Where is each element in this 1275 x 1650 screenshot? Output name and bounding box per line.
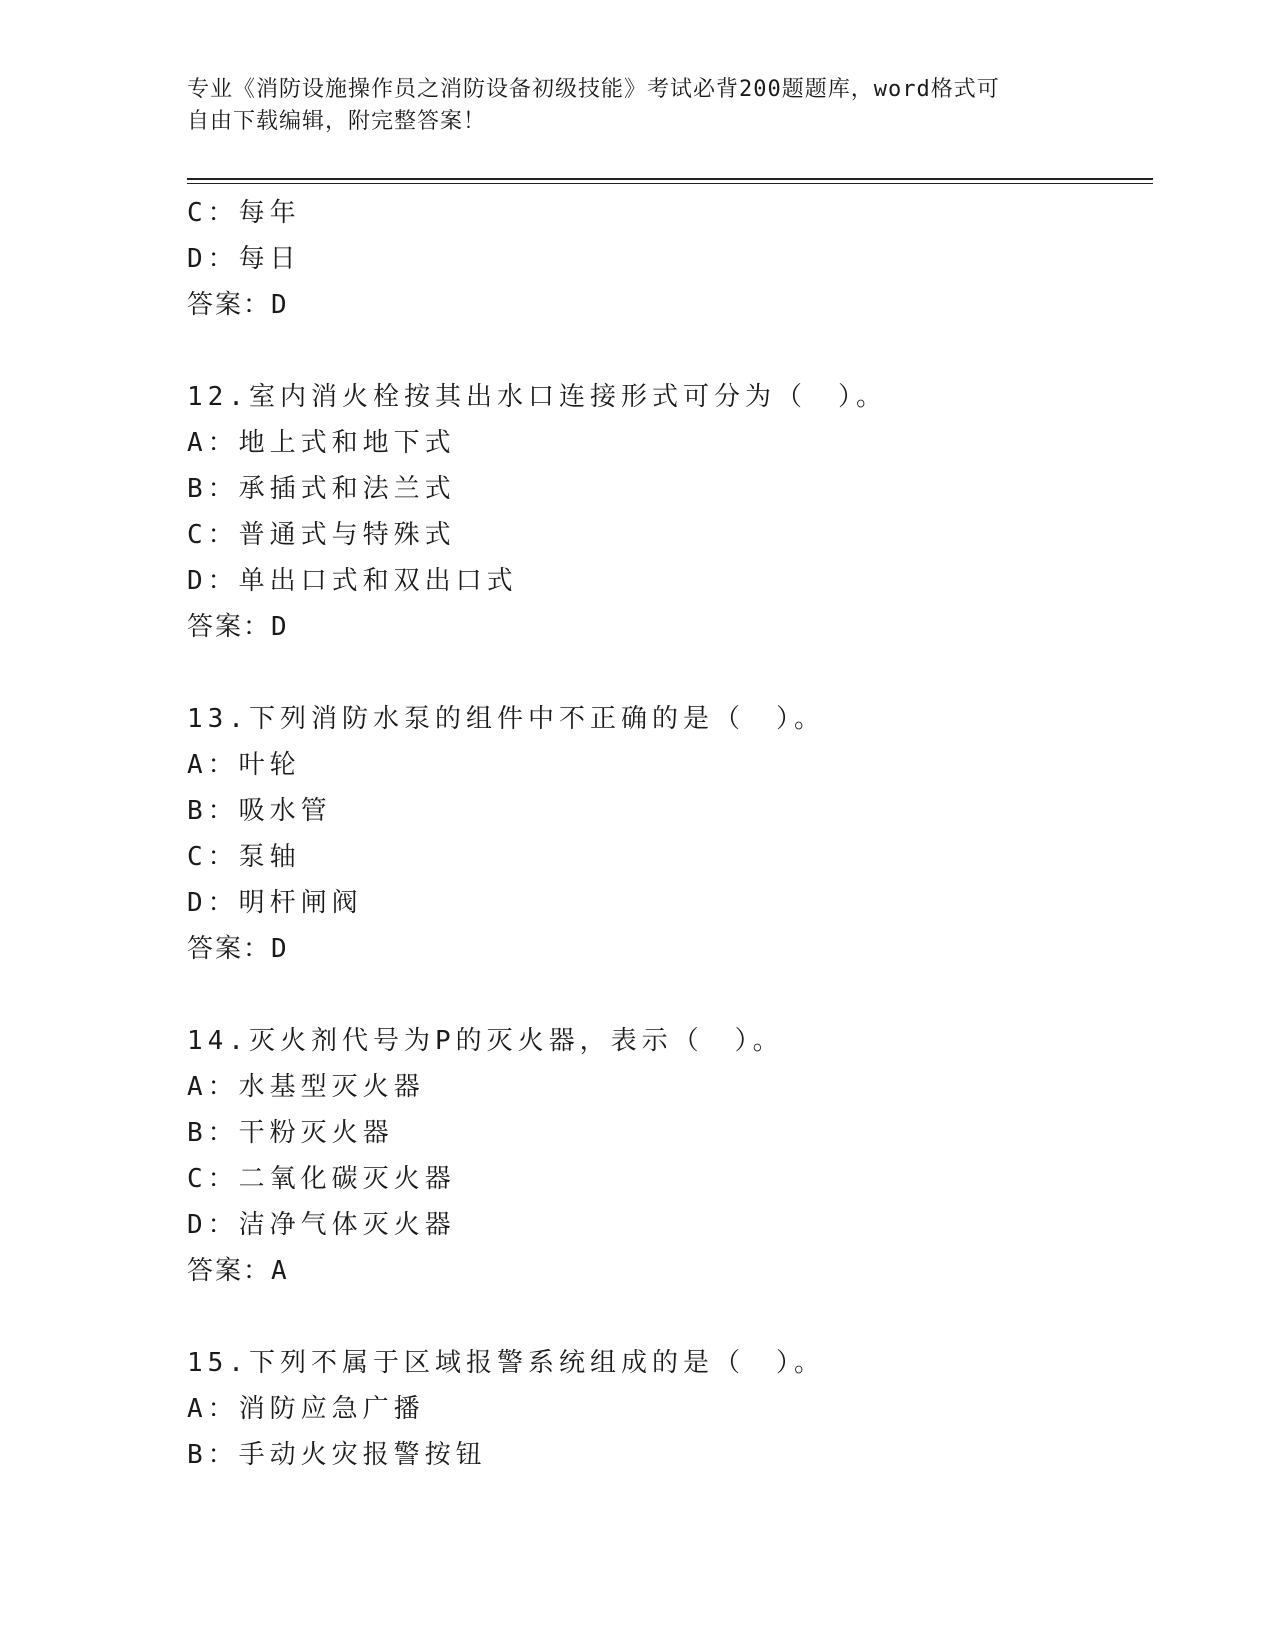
document-header xyxy=(187,74,1067,138)
question-stem: 12.室内消火栓按其出水口连接形式可分为（ ）。 xyxy=(187,382,887,412)
question-spacer xyxy=(187,650,1147,696)
question-14 xyxy=(187,1018,1147,1294)
question-stem: 14.灭火剂代号为P的灭火器，表示（ ）。 xyxy=(187,1026,784,1056)
header-line-2: 自由下载编辑，附完整答案！ xyxy=(187,109,487,134)
option-c: C：二氧化碳灭火器 xyxy=(187,1164,456,1194)
answer-value: D xyxy=(271,612,289,642)
answer-label: 答案： xyxy=(187,290,272,320)
question-stem: 15.下列不属于区域报警系统组成的是（ ）。 xyxy=(187,1348,825,1378)
option-a: A：水基型灭火器 xyxy=(187,1072,425,1102)
option-d: D：明杆闸阀 xyxy=(187,888,363,918)
option-b: B：吸水管 xyxy=(187,796,332,826)
answer-label: 答案： xyxy=(187,934,272,964)
header-divider-thick xyxy=(187,178,1153,180)
question-list xyxy=(187,190,1147,1478)
question-stem: 13.下列消防水泵的组件中不正确的是（ ）。 xyxy=(187,704,825,734)
option-b: B：手动火灾报警按钮 xyxy=(187,1440,487,1470)
option-a: A：地上式和地下式 xyxy=(187,428,456,458)
question-spacer xyxy=(187,972,1147,1018)
question-12 xyxy=(187,374,1147,650)
option-b: B：承插式和法兰式 xyxy=(187,474,456,504)
question-spacer xyxy=(187,1294,1147,1340)
header-line-1: 专业《消防设施操作员之消防设备初级技能》考试必背200题题库，word格式可 xyxy=(187,77,1000,102)
option-d: D：单出口式和双出口式 xyxy=(187,566,518,596)
question-11-partial xyxy=(187,190,1147,328)
option-b: B：干粉灭火器 xyxy=(187,1118,394,1148)
option-c: C：泵轴 xyxy=(187,842,301,872)
answer-label: 答案： xyxy=(187,1256,272,1286)
header-divider-thin xyxy=(187,183,1153,184)
answer-line xyxy=(187,1248,1147,1294)
question-13 xyxy=(187,696,1147,972)
question-15 xyxy=(187,1340,1147,1478)
option-c: C：普通式与特殊式 xyxy=(187,520,456,550)
option-d: D：每日 xyxy=(187,244,301,274)
option-c: C：每年 xyxy=(187,198,301,228)
option-d: D：洁净气体灭火器 xyxy=(187,1210,456,1240)
answer-value: A xyxy=(271,1256,289,1286)
question-spacer xyxy=(187,328,1147,374)
answer-value: D xyxy=(271,290,289,320)
option-a: A：消防应急广播 xyxy=(187,1394,425,1424)
answer-value: D xyxy=(271,934,289,964)
option-a: A：叶轮 xyxy=(187,750,301,780)
answer-line xyxy=(187,282,1147,328)
answer-label: 答案： xyxy=(187,612,272,642)
answer-line xyxy=(187,604,1147,650)
answer-line xyxy=(187,926,1147,972)
